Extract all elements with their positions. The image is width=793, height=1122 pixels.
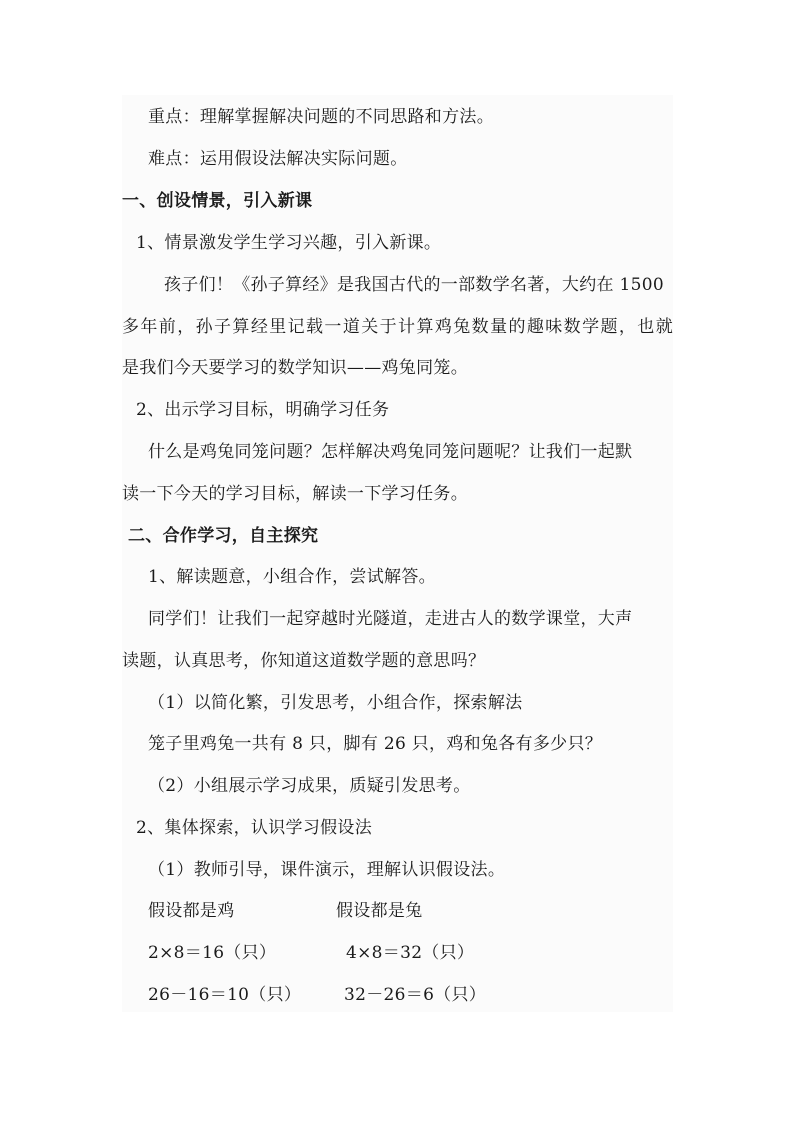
step-1-text: （1）以简化繁，引发思考，小组合作，探索解法 [148,693,523,713]
subsection-2-2: 2、集体探索，认识学习假设法 [136,818,373,838]
paragraph-1-line-3: 是我们今天要学习的数学知识——鸡兔同笼。 [122,358,468,378]
problem-statement: 笼子里鸡兔一共有 8 只，脚有 26 只，鸡和兔各有多少只？ [148,734,603,754]
subsection-2-1: 1、解读题意，小组合作，尝试解答。 [148,567,436,587]
section-heading-2: 二、合作学习，自主探究 [128,526,319,546]
paragraph-2-line-1: 什么是鸡兔同笼问题？怎样解决鸡兔同笼问题呢？让我们一起默 [148,442,633,462]
step-3-text: （1）教师引导，课件演示，理解认识假设法。 [148,860,506,880]
paragraph-1-line-2: 多年前，孙子算经里记载一道关于计算鸡兔数量的趣味数学题，也就 [122,317,673,337]
paragraph-3-line-1: 同学们！让我们一起穿越时光隧道，走进古人的数学课堂，大声 [148,609,633,629]
rabbit-calc-2: 32－26＝6（只） [344,985,487,1005]
section-heading-1: 一、创设情景，引入新课 [122,191,313,211]
assume-rabbit-header: 假设都是兔 [336,901,423,921]
subsection-1-1: 1、情景激发学生学习兴趣，引入新课。 [136,233,442,253]
difficulty-text: 难点：运用假设法解决实际问题。 [148,149,408,169]
subsection-1-2: 2、出示学习目标，明确学习任务 [136,400,390,420]
rabbit-calc-1: 4×8＝32（只） [346,943,475,963]
paragraph-3-line-2: 读题，认真思考，你知道这道数学题的意思吗？ [122,651,486,671]
assume-chicken-header: 假设都是鸡 [148,901,235,921]
key-point-text: 重点：理解掌握解决问题的不同思路和方法。 [148,107,494,127]
paragraph-2-line-2: 读一下今天的学习目标，解读一下学习任务。 [122,484,468,504]
chicken-calc-1: 2×8＝16（只） [148,943,277,963]
step-2-text: （2）小组展示学习成果，质疑引发思考。 [148,776,471,796]
paragraph-1-line-1: 孩子们！《孙子算经》是我国古代的一部数学名著，大约在 1500 [164,275,664,295]
chicken-calc-2: 26－16＝10（只） [148,985,302,1005]
